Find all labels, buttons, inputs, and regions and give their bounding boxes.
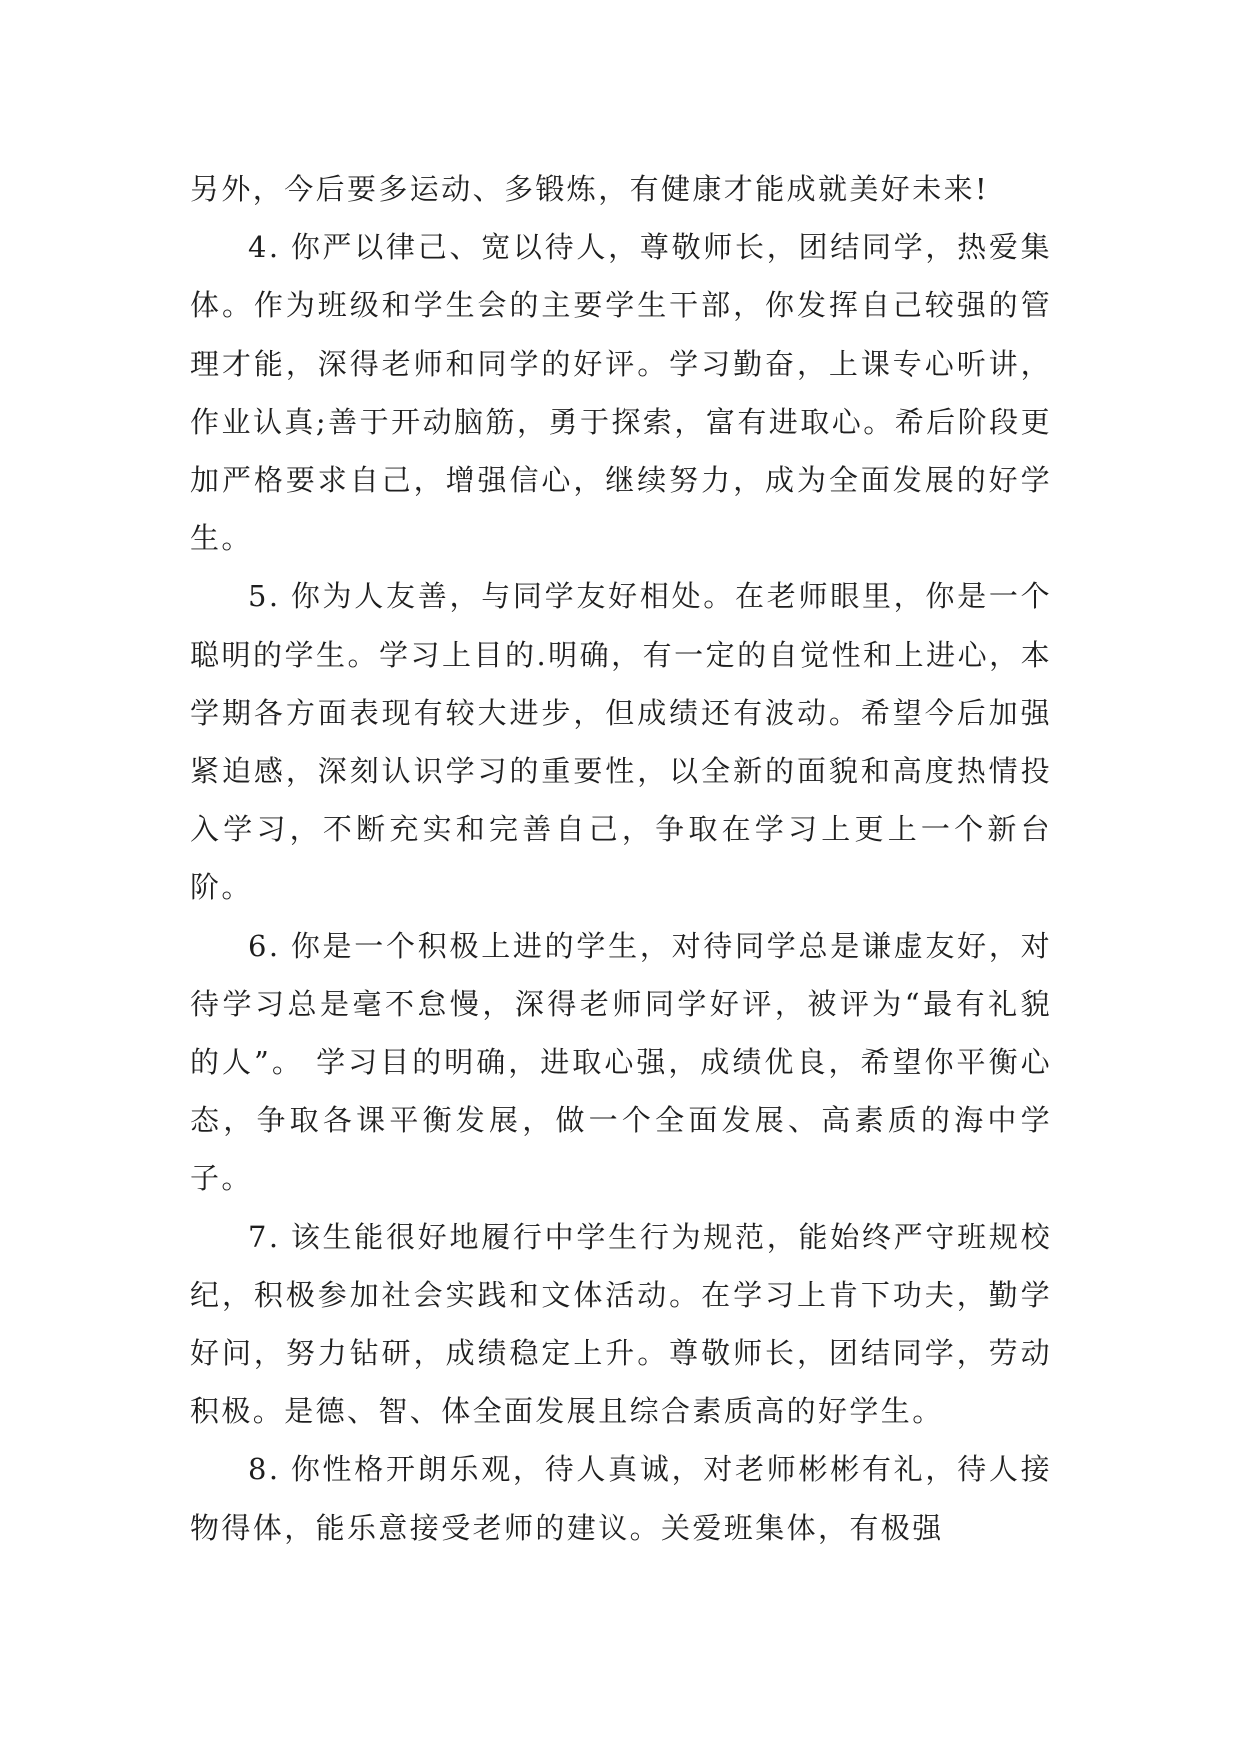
- paragraph-text: 你性格开朗乐观，待人真诚，对老师彬彬有礼，待人接物得体，能乐意接受老师的建议。关爱班集体，有极强: [190, 1452, 1052, 1545]
- paragraph-text: 该生能很好地履行中学生行为规范，能始终严守班规校纪，积极参加社会实践和文体活动。在学习上肯下功夫，勤学好问，努力钻研，成绩稳定上升。尊敬师长，团结同学，劳动积极。是德、智、体全面发展且综合素质高的好学生。: [190, 1219, 1052, 1429]
- paragraph-number: 4.: [248, 230, 281, 265]
- paragraph-item-4: [190, 218, 1052, 567]
- paragraph-number: 5.: [248, 579, 281, 614]
- paragraph-item-7: [190, 1208, 1052, 1441]
- paragraph-text: 你为人友善，与同学友好相处。在老师眼里，你是一个聪明的学生。学习上目的.明确，有一定的自觉性和上进心，本学期各方面表现有较大进步，但成绩还有波动。希望今后加强紧迫感，深刻认识学习的重要性，以全新的面貌和高度热情投入学习，不断充实和完善自己，争取在学习上更上一个新台阶。: [190, 579, 1052, 905]
- paragraph-text: 你严以律己、宽以待人，尊敬师长，团结同学，热爱集体。作为班级和学生会的主要学生干部，你发挥自己较强的管理才能，深得老师和同学的好评。学习勤奋，上课专心听讲，作业认真;善于开动脑筋，勇于探索，富有进取心。希后阶段更加严格要求自己，增强信心，继续努力，成为全面发展的好学生。: [190, 230, 1052, 556]
- paragraph-item-6: [190, 917, 1052, 1208]
- paragraph-number: 6.: [248, 928, 281, 963]
- paragraph-text: 另外，今后要多运动、多锻炼，有健康才能成就美好未来!: [190, 172, 990, 206]
- paragraph-continuation: [190, 160, 1052, 218]
- paragraph-number: 7.: [248, 1219, 281, 1254]
- paragraph-item-5: [190, 567, 1052, 916]
- paragraph-text: 你是一个积极上进的学生，对待同学总是谦虚友好，对待学习总是毫不怠慢，深得老师同学好评，被评为“最有礼貌的人”。 学习目的明确，进取心强，成绩优良，希望你平衡心态，争取各课平衡发展，做一个全面发展、高素质的海中学子。: [190, 928, 1052, 1196]
- paragraph-item-8: [190, 1440, 1052, 1556]
- paragraph-number: 8.: [248, 1452, 281, 1487]
- document-body: [190, 160, 1052, 1557]
